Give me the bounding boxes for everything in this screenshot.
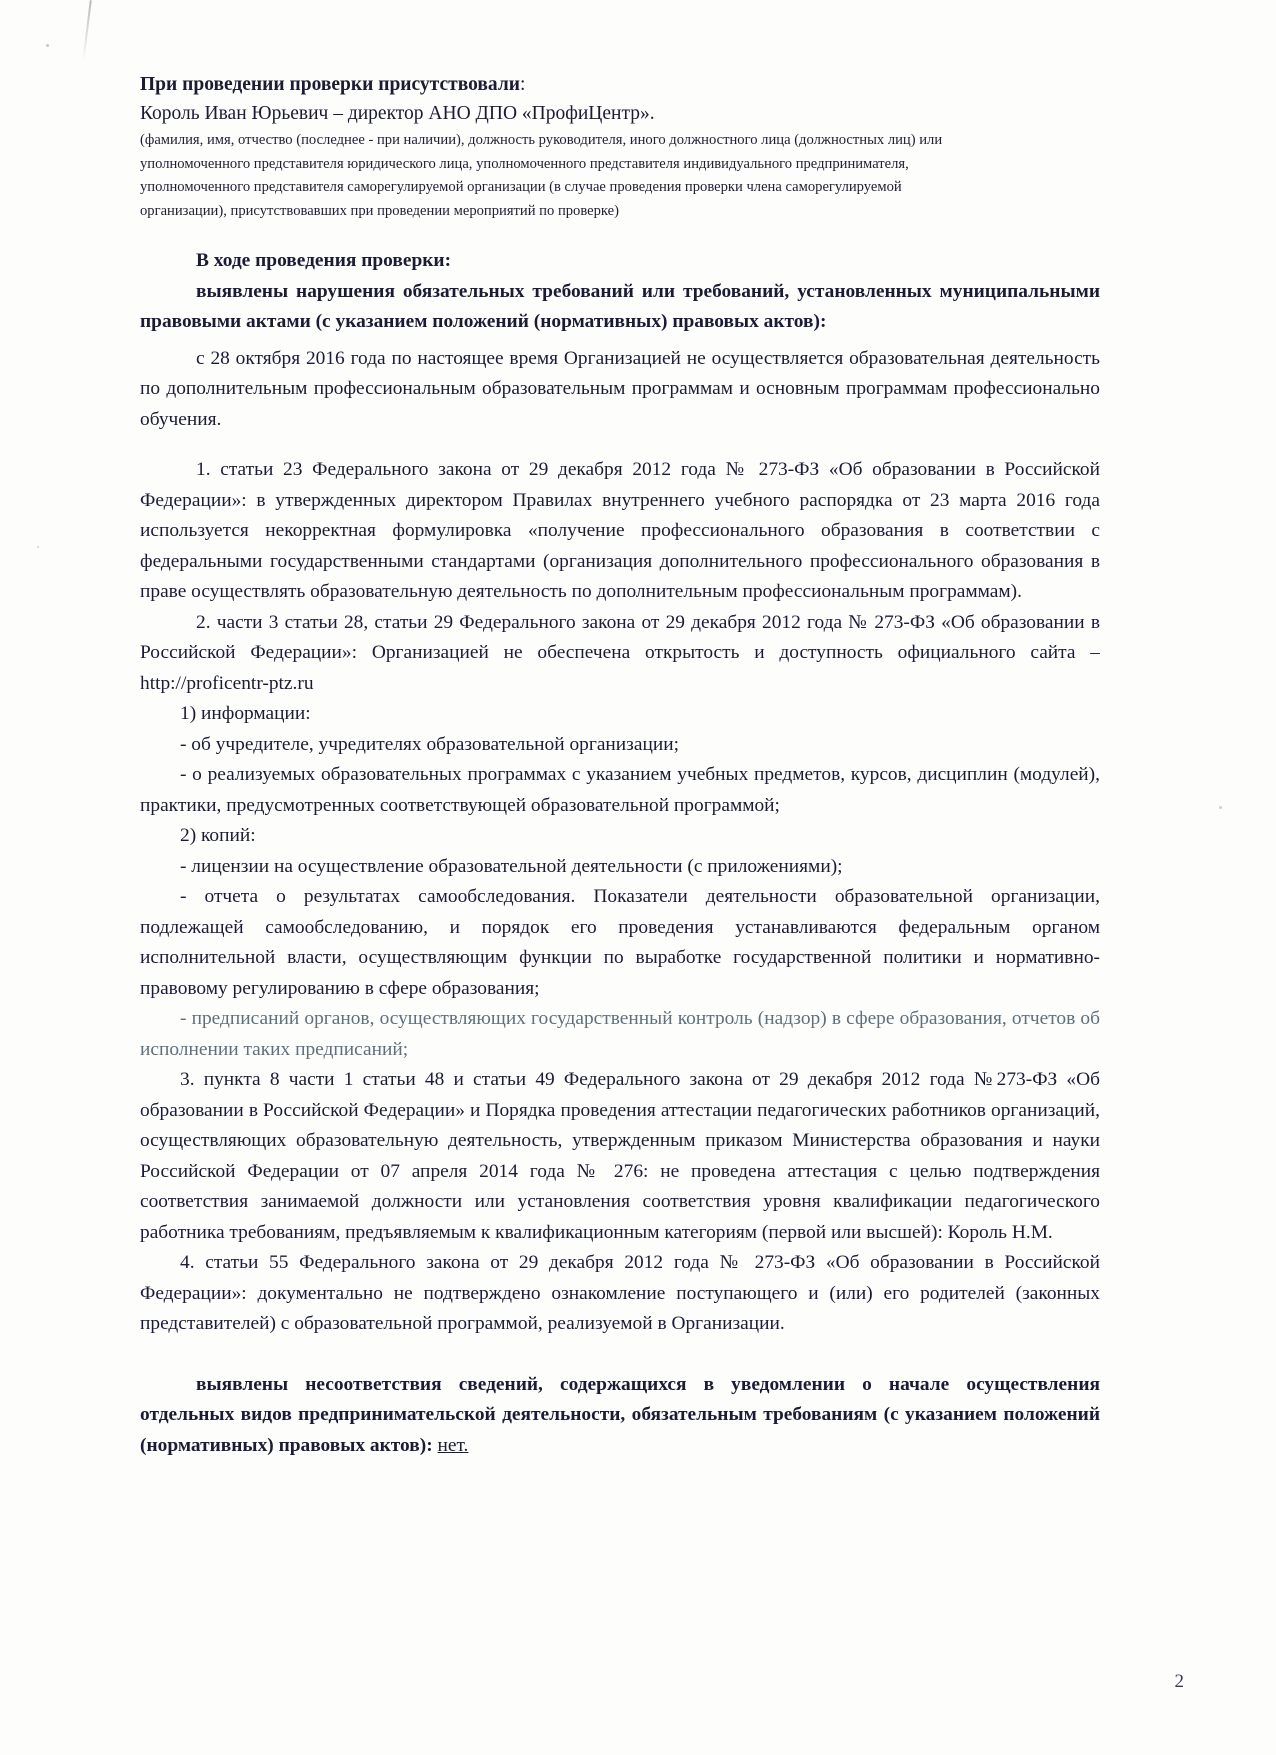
violation-item-6: 2) копий: — [180, 825, 256, 846]
violation-item-8: - отчета о результатах самообследования. Показатели деятельности образовательной организации, подлежащей самообследованию, и порядок его проведения устанавливаются федеральным органом исполнительной власти, осуществляющим функции по выработке государственной политики и нормативно-правовому регулированию в сфере образования; — [140, 886, 1100, 999]
during-check-title: В ходе проведения проверки: — [196, 250, 452, 271]
violation-item-3: 1) информации: — [180, 703, 311, 724]
violation-item-5: - о реализуемых образовательных программах с указанием учебных предметов, курсов, дисциплин (модулей), практики, предусмотренных соответствующей образовательной программой; — [140, 764, 1100, 816]
scan-artifact-dot — [1219, 806, 1222, 809]
check-results-block — [140, 246, 1100, 1340]
scan-artifact-line — [82, 0, 92, 62]
discrepancies-title — [140, 1370, 1100, 1462]
page-number: 2 — [1174, 1671, 1184, 1692]
violation-item-4: - об учредителе, учредителях образовательной организации; — [180, 733, 679, 755]
scan-artifact-dot — [37, 546, 39, 548]
attendees-heading-colon: : — [520, 74, 526, 95]
fineprint-line-1: (фамилия, имя, отчество (последнее - при наличии), должность руководителя, иного должностного лица (должностных лиц) или — [140, 132, 943, 148]
discrepancies-block — [140, 1370, 1100, 1462]
attendees-heading — [140, 72, 1100, 98]
scan-artifact-dot — [46, 44, 49, 47]
discrepancies-answer: нет. — [437, 1434, 469, 1456]
attendees-heading-label: При проведении проверки присутствовали — [140, 74, 521, 95]
discrepancies-title-text: выявлены несоответствия сведений, содержащихся в уведомлении о начале осуществления отдельных видов предпринимательской деятельности, обязательным требованиям (с указанием положений (нормативных) правовых актов): — [140, 1373, 1100, 1456]
document-body — [140, 72, 1100, 1461]
violation-item-9: - предписаний органов, осуществляющих государственный контроль (надзор) в сфере образования, отчетов об исполнении таких предписаний; — [140, 1008, 1100, 1060]
violation-item-7: - лицензии на осуществление образовательной деятельности (с приложениями); — [180, 855, 843, 877]
violations-intro: с 28 октября 2016 года по настоящее время Организацией не осуществляется образовательная деятельность по дополнительным профессиональным образовательным программам и основным программам профессионально обучения. — [140, 347, 1100, 430]
violations-title: выявлены нарушения обязательных требований или требований, установленных муниципальными правовыми актами (с указанием положений (нормативных) правовых актов): — [140, 280, 1100, 332]
violation-item-2: 2. части 3 статьи 28, статьи 29 Федерального закона от 29 декабря 2012 года № 273-ФЗ «Об образовании в Российской Федерации»: Организацией не обеспечена открытость и доступность официального сайта – http://proficentr-ptz.ru — [140, 611, 1100, 694]
fineprint-line-4: организации), присутствовавших при проведении мероприятий по проверке) — [140, 202, 619, 219]
violation-item-1: 1. статьи 23 Федерального закона от 29 декабря 2012 года № 273-ФЗ «Об образовании в Российской Федерации»: в утвержденных директором Правилах внутреннего учебного распорядка от 23 марта 2016 года используется некорректная формулировка «получение профессионального образования в соответствии с федеральными государственными стандартами (организация дополнительного профессионального образования в праве осуществлять образовательную деятельность по дополнительным профессиональным программам). — [140, 459, 1100, 602]
violation-item-10: 3. пункта 8 части 1 статьи 48 и статьи 49 Федерального закона от 29 декабря 2012 года №273-ФЗ «Об образовании в Российской Федерации» и Порядка проведения аттестации педагогических работников организаций, осуществляющих образовательную деятельность, утвержденным приказом Министерства образования и науки Российской Федерации от 07 апреля 2014 года № 276: не проведена аттестация с целью подтверждения соответствия занимаемой должности или установления соответствия уровня квалификации педагогического работника требованиям, предъявляемым к квалификационным категориям (первой или высшей): Король Н.М. — [140, 1069, 1100, 1243]
violation-item-11: 4. статьи 55 Федерального закона от 29 декабря 2012 года № 273-ФЗ «Об образовании в Российской Федерации»: документально не подтверждено ознакомление поступающего и (или) его родителей (законных представителей) с образовательной программой, реализуемой в Организации. — [140, 1252, 1100, 1334]
fineprint-line-3: уполномоченного представителя саморегулируемой организации (в случае проведения проверки члена саморегулируемой — [140, 179, 902, 195]
attendee-name: Король Иван Юрьевич – директор АНО ДПО «ПрофиЦентр». — [140, 103, 655, 124]
fineprint-line-2: уполномоченного представителя юридического лица, уполномоченного представителя индивидуального предпринимателя, — [140, 155, 909, 172]
